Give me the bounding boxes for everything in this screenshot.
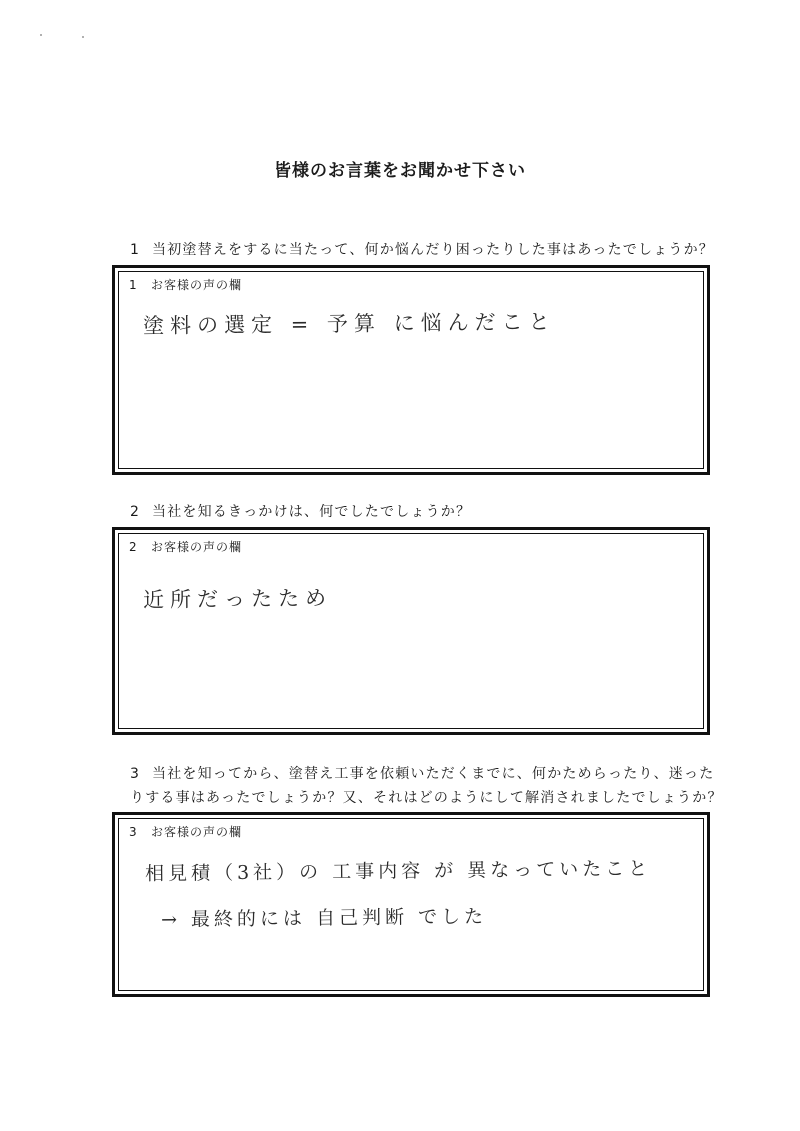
- box-label-text: お客様の声の欄: [151, 278, 243, 292]
- box-number: 2: [129, 540, 138, 554]
- box-number: 3: [129, 825, 138, 839]
- box-number: 1: [129, 278, 138, 292]
- question-3: [130, 762, 723, 810]
- scan-speck: [82, 36, 84, 38]
- question-2: [130, 500, 471, 524]
- question-text: 当社を知るきっかけは、何でしたでしょうか？: [152, 504, 472, 520]
- box-label: [129, 823, 242, 840]
- box-label: [129, 276, 242, 293]
- page-title: 皆様のお言葉をお聞かせ下さい: [274, 161, 526, 181]
- handwritten-answer-line2: → 最終的には 自己判断 でした: [160, 905, 488, 931]
- question-text: 当初塗替えをするに当たって、何か悩んだり困ったりした事はあったでしょうか？: [152, 242, 714, 258]
- question-text: 当社を知ってから、塗替え工事を依頼いただくまでに、何かためらったり、迷った: [152, 766, 715, 782]
- box-label-text: お客様の声の欄: [151, 540, 243, 554]
- handwritten-answer-line1: 相見積（3社）の 工事内容 が 異なっていたこと: [144, 857, 652, 885]
- answer-box-1: [112, 265, 710, 475]
- answer-box-2: [112, 527, 710, 735]
- answer-box-inner: [118, 533, 704, 729]
- question-number: 1: [130, 242, 141, 258]
- answer-box-3: [112, 812, 710, 997]
- scan-speck: [40, 34, 42, 36]
- question-number: 3: [130, 766, 141, 782]
- handwritten-answer: 塗料の選定 = 予算 に悩んだこと: [142, 309, 556, 338]
- handwritten-answer: 近所だったため: [142, 586, 333, 612]
- question-number: 2: [130, 504, 141, 520]
- question-text-line2: りする事はあったでしょうか？又、それはどのようにして解消されましたでしょうか？: [130, 790, 723, 806]
- box-label-text: お客様の声の欄: [151, 825, 243, 839]
- answer-box-inner: [118, 818, 704, 991]
- answer-box-inner: [118, 271, 704, 469]
- box-label: [129, 538, 242, 555]
- question-1: [130, 238, 714, 262]
